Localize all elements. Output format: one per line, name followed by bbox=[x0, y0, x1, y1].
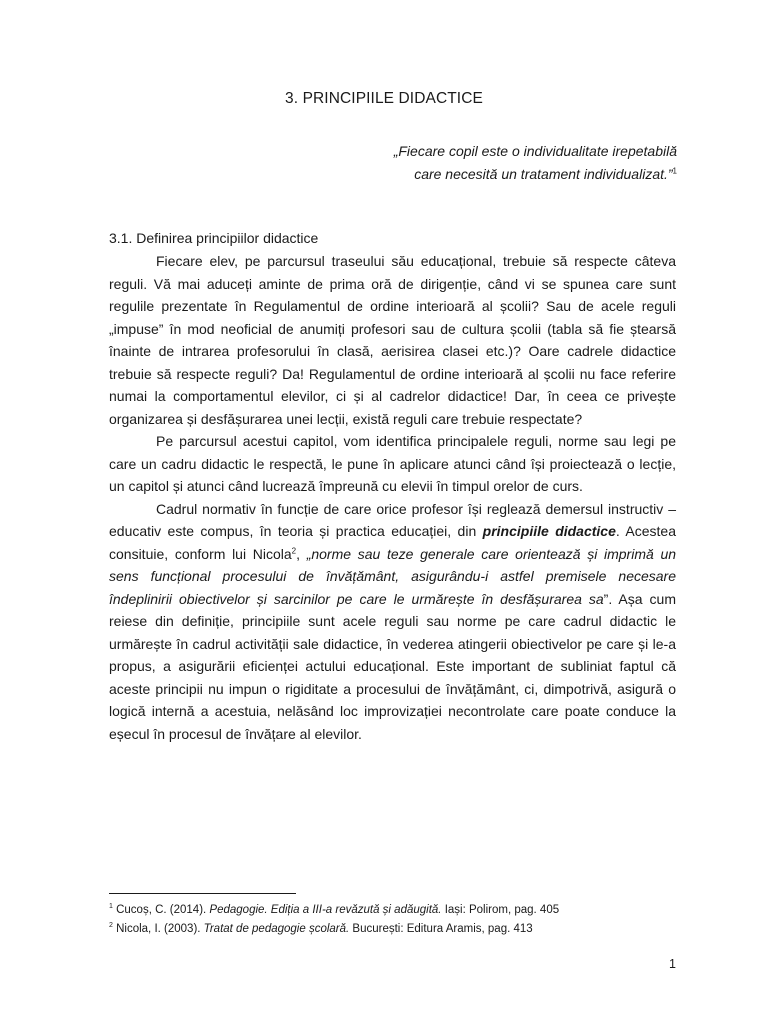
epigraph-line-2 bbox=[257, 163, 677, 186]
footnote-number: 2 bbox=[109, 921, 113, 929]
paragraph-2: Pe parcursul acestui capitol, vom identifica principalele reguli, norme sau legi pe care un cadru didactic le respectă, le pune în aplicare atunci când își proiectează o lecție, un capitol și atunci când lucrează împreună cu elevii în timpul orelor de curs. bbox=[109, 433, 676, 494]
section-heading: 3.1. Definirea principiilor didactice bbox=[109, 230, 319, 246]
definition-quote: „norme sau teze generale care orientează și imprimă un sens funcțional procesului de învățământ, asigurându-i astfel premisele necesare îndeplinirii obiectivelor și sarcinilor pe care le urmărește în desfășurarea sa bbox=[109, 545, 677, 607]
body-text bbox=[109, 250, 676, 745]
epigraph-line-1: „Fiecare copil este o individualitate irepetabilă bbox=[393, 143, 677, 159]
footnote-title: Tratat de pedagogie școlară. bbox=[203, 922, 350, 935]
footnote-publisher: Iași: Polirom, pag. 405 bbox=[441, 904, 560, 916]
key-term: principiile didactice bbox=[482, 523, 616, 539]
footnote-1 bbox=[109, 901, 709, 920]
footnote-publisher: București: Editura Aramis, pag. 413 bbox=[349, 922, 533, 935]
footnote-number: 1 bbox=[109, 903, 113, 911]
footnote-separator bbox=[109, 893, 296, 894]
paragraph-1: Fiecare elev, pe parcursul traseului său educațional, trebuie să respecte câteva reguli. Vă mai aduceți aminte de prima oră de dirigenție, când vi se spunea care sunt regulile prezentate în Regulamentul de ordine interioară al școlii? Sau de acele reguli „impuse” în mod neoficial de anumiți profesori sau de cultura școlii (tabla să fie ștearsă înainte de intrarea profesorului în clasă, aerisirea clasei etc.)? Oare cadrele didactice trebuie să respecte reguli? Da! Regulamentul de ordine interioară al școlii nu face referire numai la comportamentul elevilor, ci și al cadrelor didactice! Dar, în ceea ce privește organizarea și desfășurarea unei lecții, există reguli care trebuie respectate? bbox=[109, 253, 676, 427]
paragraph-3-comma: , bbox=[296, 545, 307, 562]
footnote-ref-2[interactable]: 2 bbox=[291, 545, 297, 555]
paragraph-3-intro: Cadrul normativ în funcție de care orice profesor își reglează demersul instructiv – educativ este compus, în teoria și practica educației, din bbox=[109, 500, 676, 539]
footnote-citation: Cucoș, C. (2014). bbox=[112, 904, 210, 916]
paragraph-3 bbox=[109, 498, 676, 746]
page-number: 1 bbox=[669, 957, 676, 971]
chapter-title: 3. PRINCIPIILE DIDACTICE bbox=[285, 90, 483, 107]
footnote-title: Pedagogie. Ediția a III-a revăzută și adăugită. bbox=[209, 904, 442, 916]
epigraph-line-2-text: care necesită un tratament individualizat.” bbox=[414, 165, 673, 182]
paragraph-3-rest: ”. Așa cum reiese din definiție, principiile sunt acele reguli sau norme pe care cadrul didactic le urmărește în cadrul activității sale didactice, în vederea atingerii obiectivelor pe care și le-a propus, a asigurării eficienței actului educațional. Este important de subliniat faptul că aceste principii nu impun o rigiditate a procesului de învățământ, ci, dimpotrivă, asigură o logică internă a acestuia, nelăsând loc improvizației necontrolate care poate conduce la eșecul în procesul de învățare al elevilor. bbox=[109, 590, 676, 742]
footnote-citation: Nicola, I. (2003). bbox=[112, 922, 204, 935]
footnote-2 bbox=[109, 920, 709, 939]
footnotes bbox=[109, 901, 709, 938]
epigraph-quote bbox=[257, 140, 677, 185]
footnote-ref-1[interactable]: 1 bbox=[672, 165, 677, 175]
paragraph-3-mid: . Acestea consituie, conform lui Nicola bbox=[109, 523, 677, 562]
